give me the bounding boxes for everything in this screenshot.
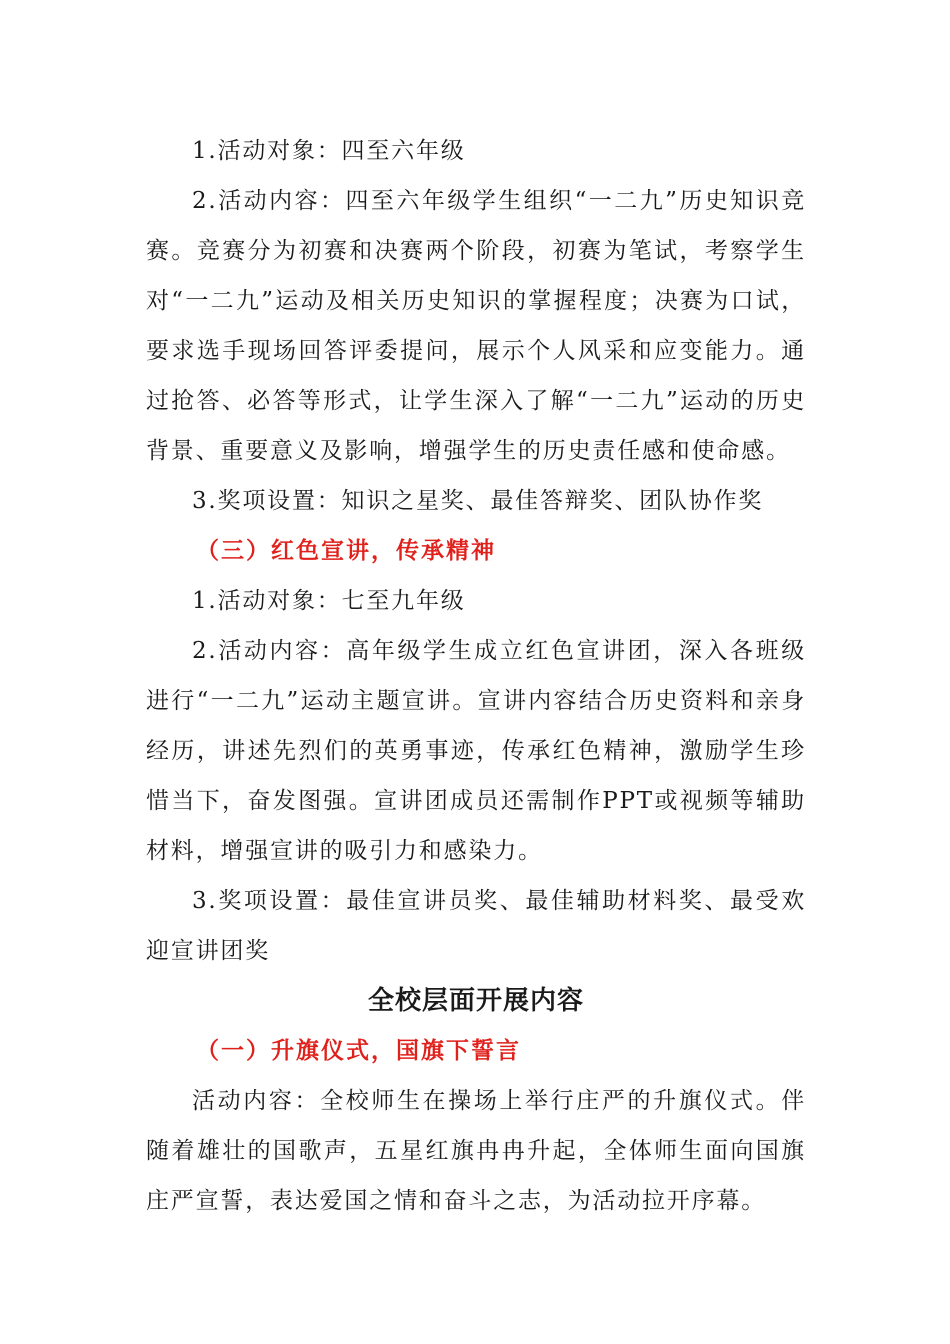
activity-target-paragraph-2: 1.活动对象：七至九年级 xyxy=(192,588,466,614)
section-title: 全校层面开展内容 xyxy=(367,986,584,1016)
award-settings-paragraph-2: 3.奖项设置：最佳宣讲员奖、最佳辅助材料奖、最受欢迎宣讲团奖 xyxy=(146,888,806,964)
red-propaganda-heading: （三）红色宣讲，传承精神 xyxy=(196,537,496,564)
activity-content-paragraph-2: 2.活动内容：高年级学生成立红色宣讲团，深入各班级进行“一二九”运动主题宣讲。宣讲内容结合历史资料和亲身经历，讲述先烈们的英勇事迹，传承红色精神，激励学生珍惜当下，奋发图强。宣讲团成员还需制作PPT或视频等辅助材料，增强宣讲的吸引力和感染力。 xyxy=(146,638,806,864)
flag-raising-heading: （一）升旗仪式，国旗下誓言 xyxy=(196,1037,521,1064)
activity-content-paragraph: 2.活动内容：四至六年级学生组织“一二九”历史知识竞赛。竞赛分为初赛和决赛两个阶段，初赛为笔试，考察学生对“一二九”运动及相关历史知识的掌握程度；决赛为口试，要求选手现场回答评委提问，展示个人风采和应变能力。通过抢答、必答等形式，让学生深入了解“一二九”运动的历史背景、重要意义及影响，增强学生的历史责任感和使命感。 xyxy=(146,188,806,464)
activity-target-paragraph: 1.活动对象：四至六年级 xyxy=(192,138,466,164)
document-body xyxy=(146,126,806,1226)
award-settings-paragraph: 3.奖项设置：知识之星奖、最佳答辩奖、团队协作奖 xyxy=(192,488,764,514)
flag-raising-content-paragraph: 活动内容：全校师生在操场上举行庄严的升旗仪式。伴随着雄壮的国歌声，五星红旗冉冉升起，全体师生面向国旗庄严宣誓，表达爱国之情和奋斗之志，为活动拉开序幕。 xyxy=(146,1088,806,1214)
